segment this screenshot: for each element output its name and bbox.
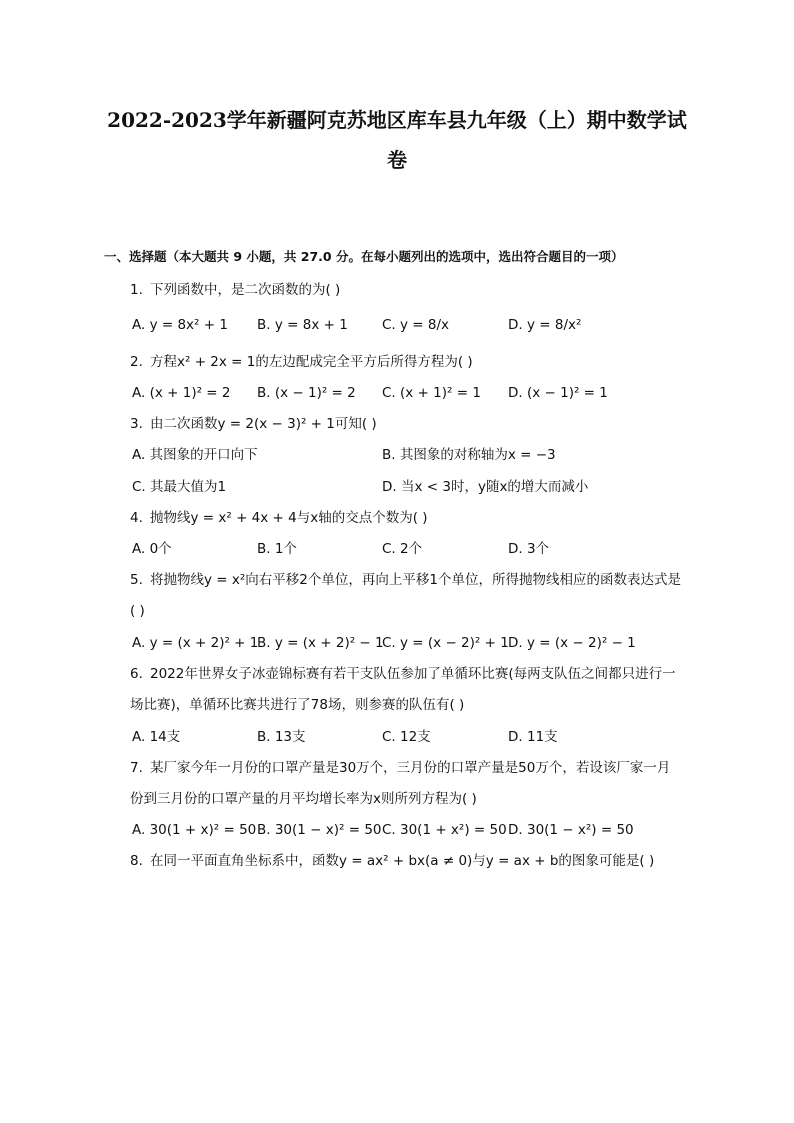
option-c[interactable]: C. 30(1 + x²) = 50 xyxy=(382,822,507,838)
option-a[interactable]: A. 30(1 + x)² = 50 xyxy=(132,822,257,838)
question-5 xyxy=(130,570,681,590)
question-8 xyxy=(130,851,654,871)
question-7 xyxy=(130,758,670,778)
section-heading: 一、选择题（本大题共 9 小题，共 27.0 分。在每小题列出的选项中，选出符合题目的一项） xyxy=(104,249,624,264)
question-6 xyxy=(130,664,676,684)
exam-title-line2: 卷 xyxy=(387,148,407,172)
option-d[interactable]: D. 3个 xyxy=(508,541,550,557)
question-number: 1. xyxy=(130,282,143,298)
option-c[interactable]: C. y = (x − 2)² + 1 xyxy=(382,635,509,651)
question-text: 某厂家今年一月份的口罩产量是30万个，三月份的口罩产量是50万个，若设该厂家一月 xyxy=(150,760,671,776)
question-2 xyxy=(130,352,473,372)
option-d[interactable]: D. y = 8/x² xyxy=(508,317,582,333)
option-a[interactable]: A. 0个 xyxy=(132,541,172,557)
question-number: 2. xyxy=(130,354,143,370)
question-number: 5. xyxy=(130,572,143,588)
option-b[interactable]: B. y = (x + 2)² − 1 xyxy=(257,635,384,651)
question-7-continuation: 份到三月份的口罩产量的月平均增长率为x则所列方程为( ) xyxy=(130,791,477,807)
option-b[interactable]: B. 1个 xyxy=(257,541,297,557)
question-3 xyxy=(130,414,377,434)
question-number: 4. xyxy=(130,510,143,526)
option-c[interactable]: C. y = 8/x xyxy=(382,317,450,333)
option-a[interactable]: A. 其图象的开口向下 xyxy=(132,447,258,463)
exam-title xyxy=(90,100,704,180)
option-a[interactable]: A. y = 8x² + 1 xyxy=(132,317,228,333)
option-d[interactable]: D. 11支 xyxy=(508,729,558,745)
question-number: 6. xyxy=(130,666,143,682)
question-text: 抛物线y = x² + 4x + 4与x轴的交点个数为( ) xyxy=(150,510,428,526)
option-d[interactable]: D. y = (x − 2)² − 1 xyxy=(508,635,636,651)
question-text: 方程x² + 2x = 1的左边配成完全平方后所得方程为( ) xyxy=(150,354,473,370)
question-number: 7. xyxy=(130,760,143,776)
option-b[interactable]: B. 30(1 − x)² = 50 xyxy=(257,822,382,838)
question-5-continuation: ( ) xyxy=(130,603,145,619)
option-c[interactable]: C. 2个 xyxy=(382,541,423,557)
question-number: 8. xyxy=(130,853,143,869)
question-6-continuation: 场比赛)，单循环比赛共进行了78场，则参赛的队伍有( ) xyxy=(130,697,465,713)
question-text: 下列函数中，是二次函数的为( ) xyxy=(150,282,341,298)
question-1 xyxy=(130,280,340,300)
option-b[interactable]: B. y = 8x + 1 xyxy=(257,317,348,333)
option-a[interactable]: A. 14支 xyxy=(132,729,181,745)
exam-title-line1: 2022-2023学年新疆阿克苏地区库车县九年级（上）期中数学试 xyxy=(107,108,687,132)
question-text: 在同一平面直角坐标系中，函数y = ax² + bx(a ≠ 0)与y = ax + b的图象可能是( ) xyxy=(150,853,655,869)
option-b[interactable]: B. 13支 xyxy=(257,729,306,745)
question-number: 3. xyxy=(130,416,143,432)
option-c[interactable]: C. 其最大值为1 xyxy=(132,479,227,495)
option-d[interactable]: D. 当x < 3时，y随x的增大而减小 xyxy=(382,479,589,495)
question-text: 将抛物线y = x²向右平移2个单位，再向上平移1个单位，所得抛物线相应的函数表达式是 xyxy=(150,572,681,588)
option-d[interactable]: D. 30(1 − x²) = 50 xyxy=(508,822,634,838)
option-c[interactable]: C. (x + 1)² = 1 xyxy=(382,385,481,401)
option-d[interactable]: D. (x − 1)² = 1 xyxy=(508,385,608,401)
question-4 xyxy=(130,508,428,528)
option-b[interactable]: B. 其图象的对称轴为x = −3 xyxy=(382,447,556,463)
question-text: 2022年世界女子冰壶锦标赛有若干支队伍参加了单循环比赛(每两支队伍之间都只进行一 xyxy=(150,666,676,682)
option-a[interactable]: A. (x + 1)² = 2 xyxy=(132,385,231,401)
option-b[interactable]: B. (x − 1)² = 2 xyxy=(257,385,356,401)
question-text: 由二次函数y = 2(x − 3)² + 1可知( ) xyxy=(150,416,377,432)
option-c[interactable]: C. 12支 xyxy=(382,729,431,745)
option-a[interactable]: A. y = (x + 2)² + 1 xyxy=(132,635,259,651)
